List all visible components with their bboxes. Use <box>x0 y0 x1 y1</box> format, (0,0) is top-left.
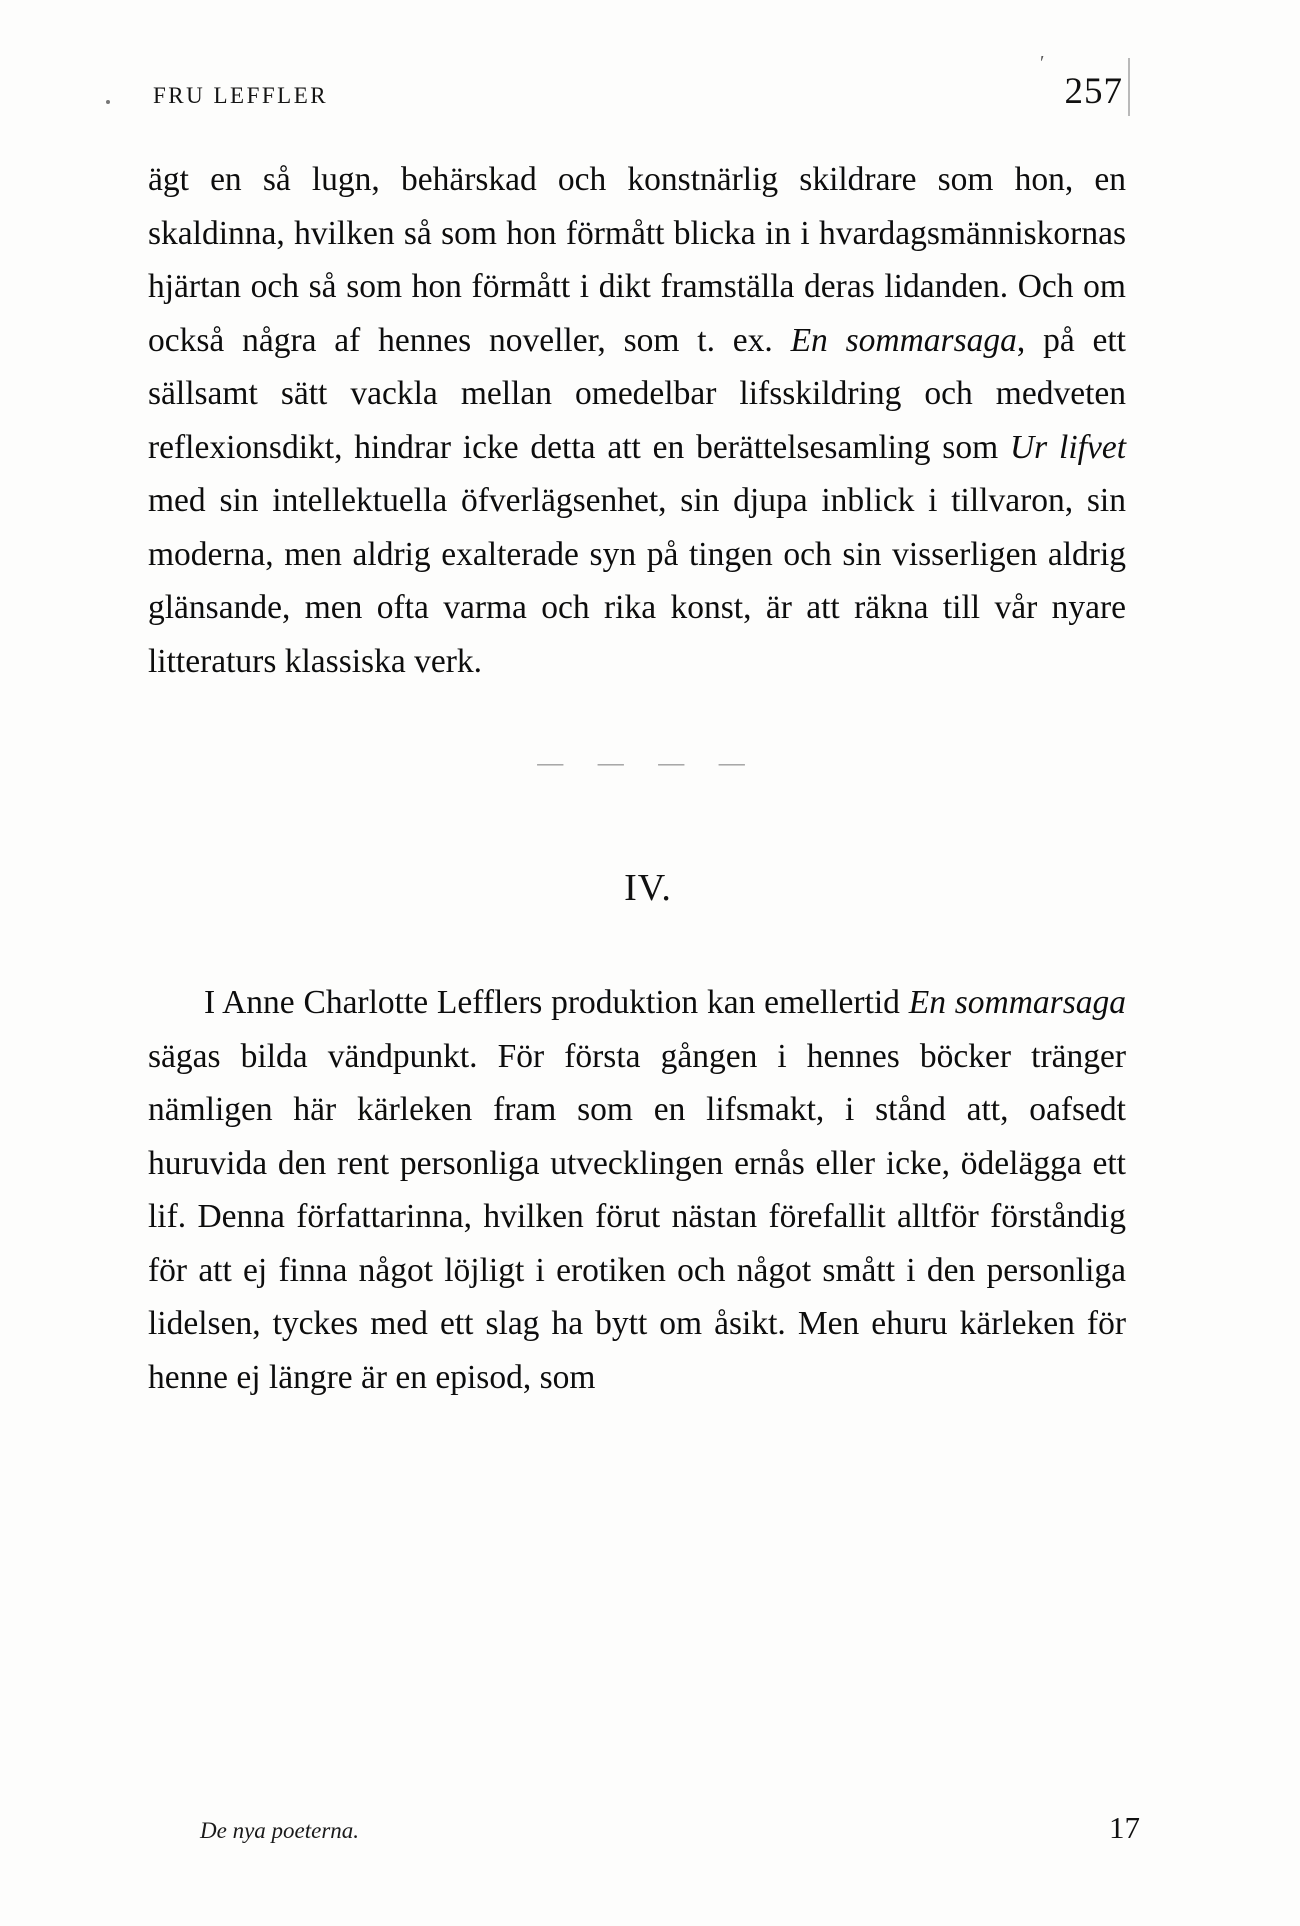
page-header <box>153 70 1123 113</box>
margin-tick-mark: ′ <box>1040 52 1045 74</box>
footer-signature-number: 17 <box>1109 1810 1140 1845</box>
running-head: FRU LEFFLER <box>153 83 329 108</box>
page-footer <box>200 1810 1140 1846</box>
paragraph-second-part2: sägas bilda vändpunkt. För första gången i hennes böcker tränger nämligen här kärleken fram som en lifsmakt, i stånd att, oafsedt huruvida den rent personliga utvecklingen ernås eller icke, ödelägga ett lif. Denna författarinna, hvilken förut nästan förefallit alltför förståndig för att ej finna något löjligt i erotiken och något smått i den personliga lidelsen, tyckes med ett slag ha bytt om åsikt. Men ehuru kärleken för henne ej längre är en episod, som <box>148 1037 1126 1396</box>
footer-catchword: De nya poeterna. <box>200 1818 360 1843</box>
title-en-sommarsaga-2: En sommarsaga <box>908 984 1126 1021</box>
paragraph-first-part2: , på ett sällsamt sätt vackla mellan omedelbar lifsskildring och medveten reflexionsdikt, hindrar icke detta att en berättelsesamling som <box>148 321 1126 466</box>
paragraph-second-part1: I Anne Charlotte Lefflers produktion kan emellertid <box>204 984 909 1021</box>
paragraph-first-part3: med sin intellektuella öfverlägsenhet, sin djupa inblick i tillvaron, sin moderna, men aldrig exalterade syn på tingen och sin visserligen aldrig glänsande, men ofta varma och rika konst, är att räkna till vår nyare litteraturs klassiska verk. <box>148 482 1126 680</box>
paragraph-first-part1: ägt en så lugn, behärskad och konstnärlig skildrare som hon, en skaldinna, hvilken så som hon förmått blicka in i hvardagsmänniskornas hjärtan och så som hon förmått i dikt framställa deras lidanden. Och om också några af hennes noveller, som t. ex. <box>148 161 1126 359</box>
section-number: IV. <box>624 867 672 909</box>
page-number: 257 <box>1064 71 1123 112</box>
margin-speck <box>106 100 110 104</box>
paragraph-second <box>148 976 1126 1404</box>
paragraph-first <box>148 153 1126 688</box>
section-divider: — — — — <box>537 748 759 777</box>
title-en-sommarsaga: En sommarsaga <box>790 321 1017 359</box>
title-ur-lifvet: Ur lifvet <box>1009 428 1126 466</box>
page-content <box>148 70 1148 1404</box>
